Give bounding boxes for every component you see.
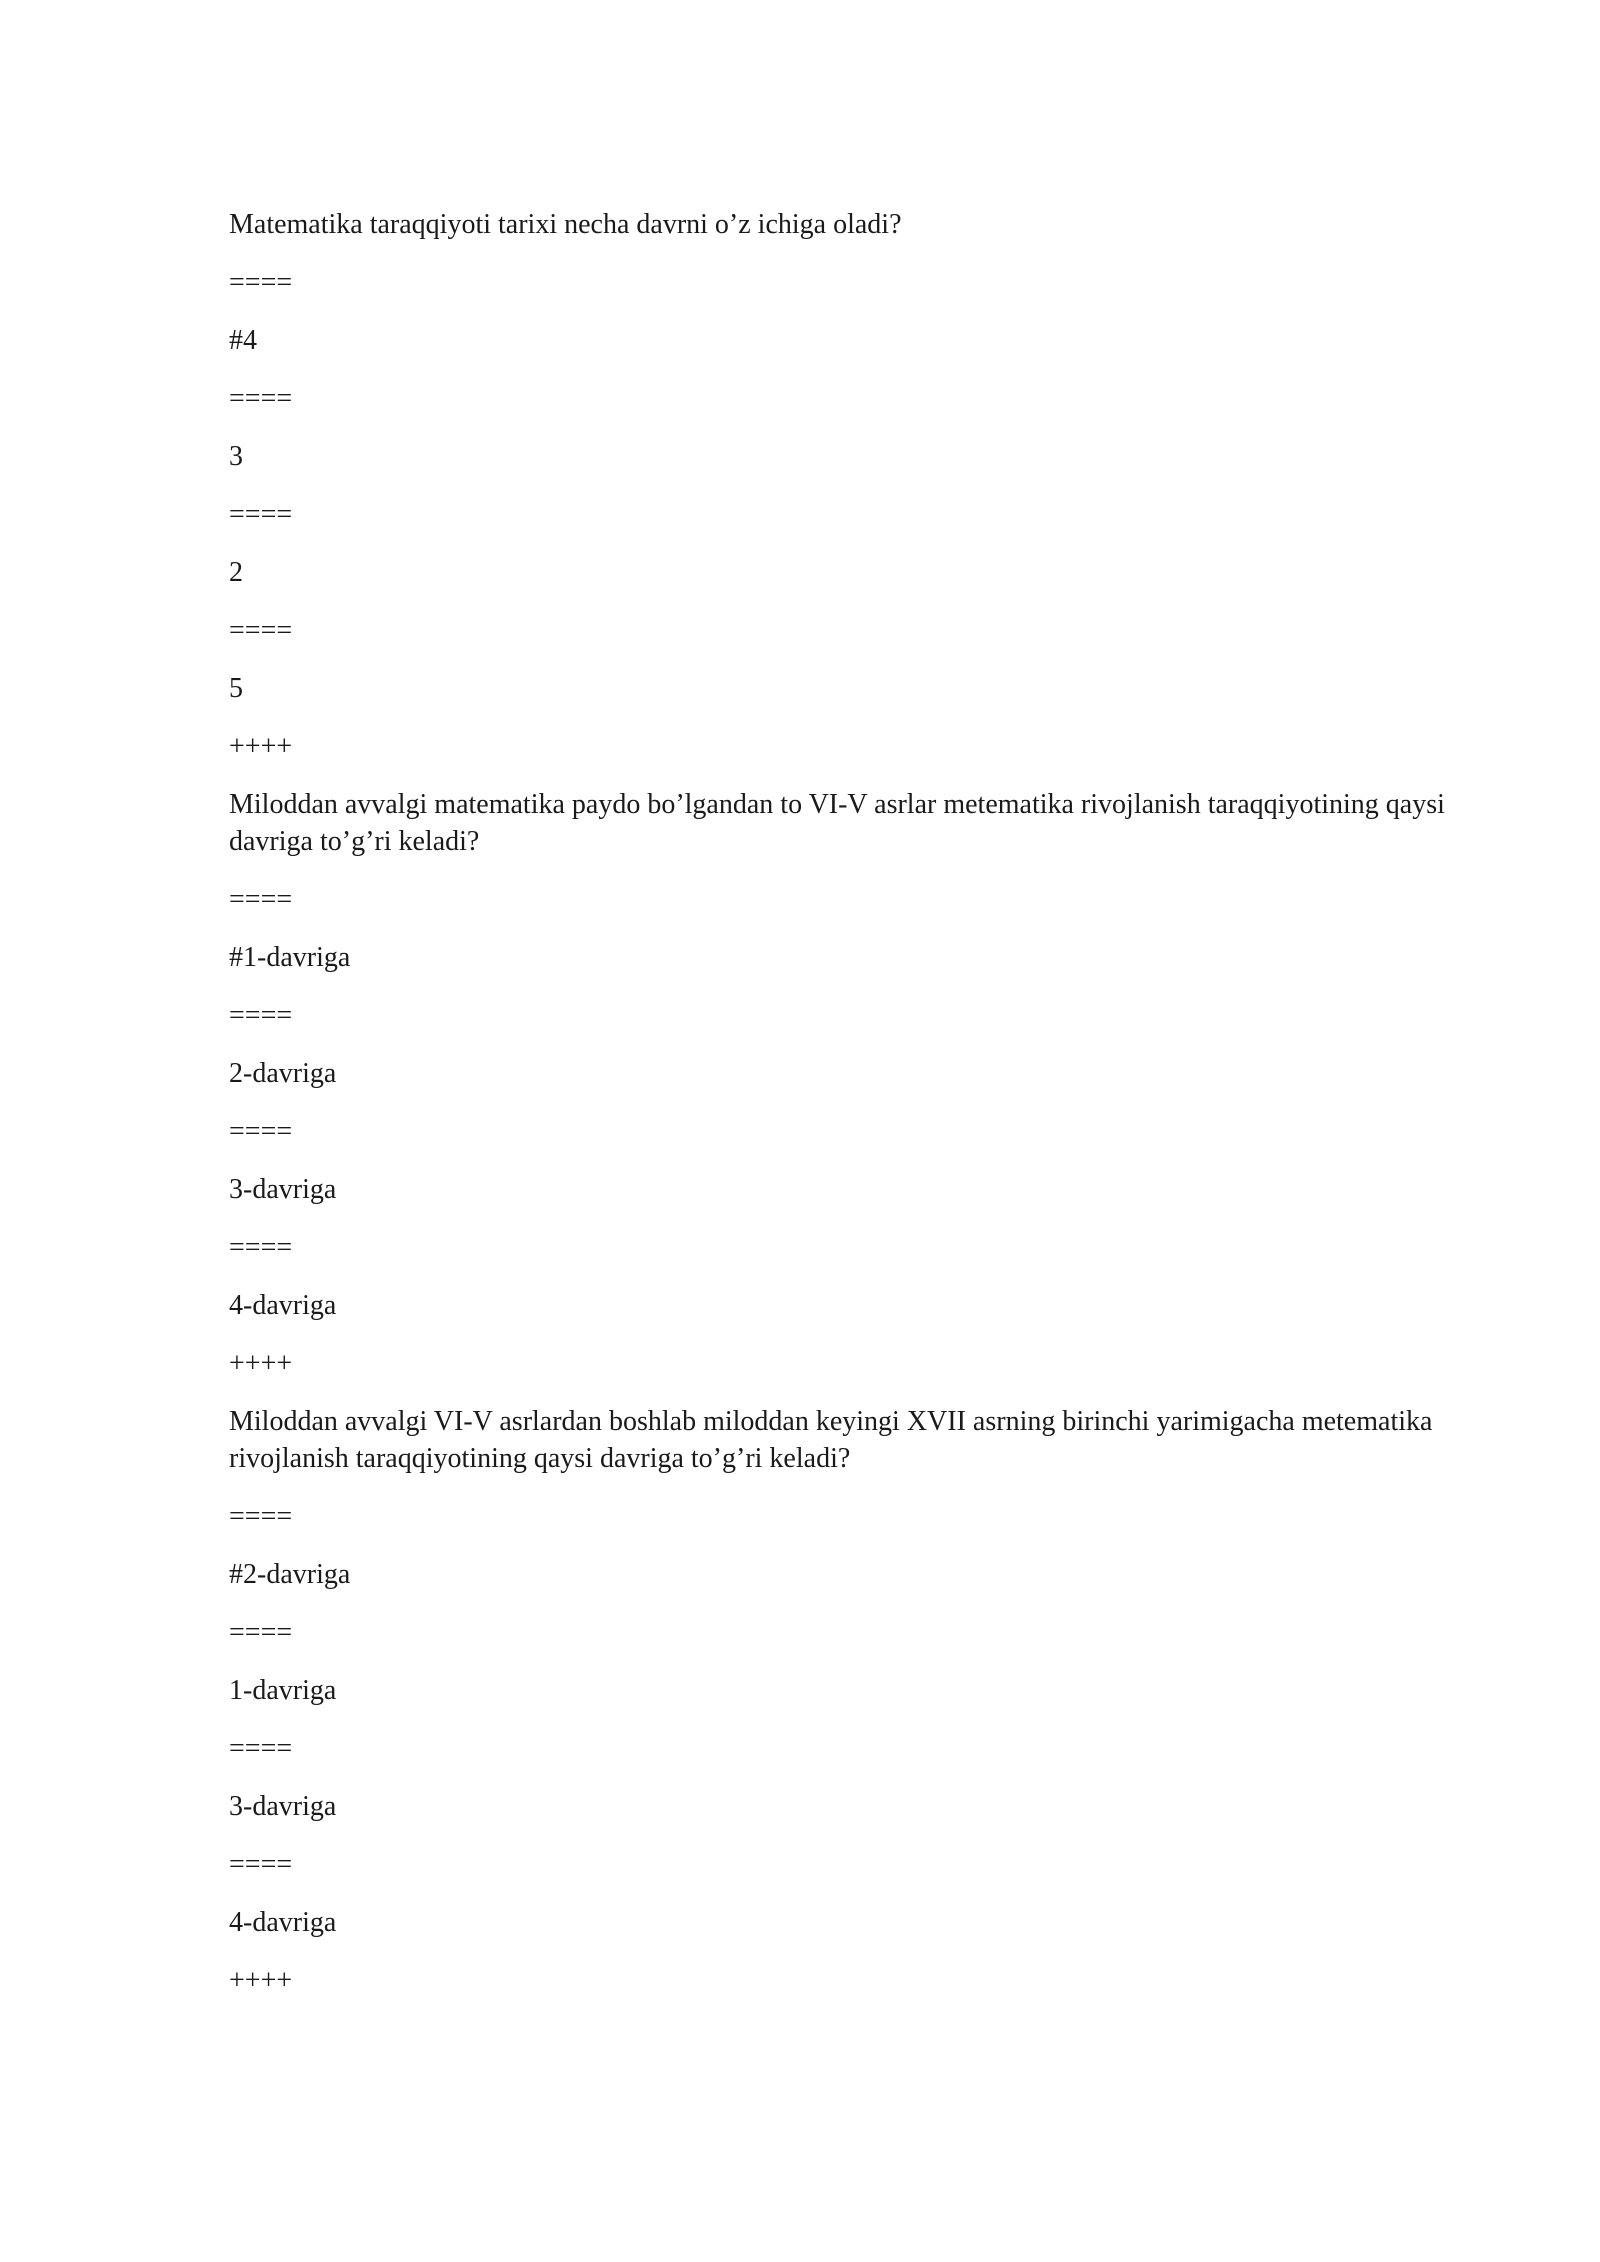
- answer-option: 2: [229, 557, 243, 588]
- question-end-marker: ++++: [229, 731, 293, 762]
- answer-option: #1-davriga: [229, 942, 351, 973]
- question-end-marker: ++++: [229, 1965, 293, 1996]
- answer-option: #4: [229, 325, 257, 356]
- separator: ====: [229, 267, 293, 298]
- answer-option: 3: [229, 441, 243, 472]
- separator: ====: [229, 1617, 293, 1648]
- answer-option: 3-davriga: [229, 1791, 337, 1822]
- separator: ====: [229, 884, 293, 915]
- question-end-marker: ++++: [229, 1348, 293, 1379]
- separator: ====: [229, 1232, 293, 1263]
- answer-option: 4-davriga: [229, 1290, 337, 1321]
- separator: ====: [229, 1000, 293, 1031]
- separator: ====: [229, 383, 293, 414]
- separator: ====: [229, 1501, 293, 1532]
- separator: ====: [229, 1849, 293, 1880]
- separator: ====: [229, 615, 293, 646]
- separator: ====: [229, 1116, 293, 1147]
- question-3-text: Miloddan avvalgi VI-V asrlardan boshlab miloddan keyingi XVII asrning birinchi yarimigacha metematika rivojlanish taraqqiyotining qaysi davriga to’g’ri keladi?: [229, 1406, 1440, 1474]
- answer-option: 4-davriga: [229, 1907, 337, 1938]
- answer-option: 5: [229, 673, 243, 704]
- question-2-text: Miloddan avvalgi matematika paydo bo’lgandan to VI-V asrlar metematika rivojlanish taraqqiyotining qaysi davriga to’g’ri keladi?: [229, 789, 1452, 857]
- answer-option: #2-davriga: [229, 1559, 351, 1590]
- answer-option: 3-davriga: [229, 1174, 337, 1205]
- separator: ====: [229, 499, 293, 530]
- answer-option: 2-davriga: [229, 1058, 337, 1089]
- question-1-text: Matematika taraqqiyoti tarixi necha davrni o’z ichiga oladi?: [229, 209, 902, 240]
- document-body: [229, 206, 1479, 2020]
- separator: ====: [229, 1733, 293, 1764]
- answer-option: 1-davriga: [229, 1675, 337, 1706]
